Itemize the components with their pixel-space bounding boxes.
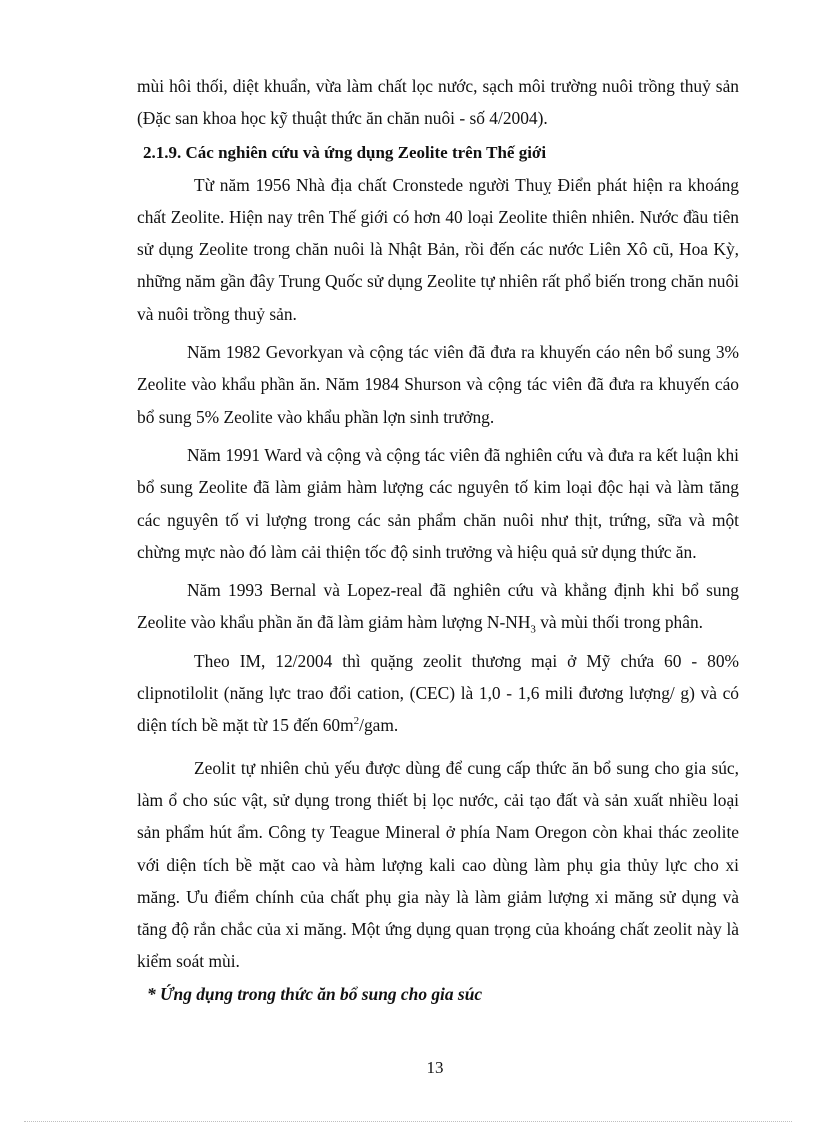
subscript-3: 3	[530, 623, 536, 636]
page-number: 13	[426, 1058, 444, 1077]
paragraph-natural-zeolite: Zeolit tự nhiên chủ yếu được dùng để cung cấp thức ăn bổ sung cho gia súc, làm ổ cho súc vật, sử dụng trong thiết bị lọc nước, cải tạo đất và sản xuất nhiều loại sản phẩm hút ẩm. Công ty Teague Mineral ở phía Nam Oregon còn khai thác zeolite với diện tích bề mặt cao và hàm lượng kali cao dùng làm phụ gia thủy lực cho xi măng. Ưu điểm chính của chất phụ gia này là làm giảm lượng xi măng sử dụng và tăng độ rắn chắc của xi măng. Một ứng dụng quan trọng của khoáng chất zeolit này là kiểm soát mùi.	[137, 757, 739, 972]
paragraph-history: Từ năm 1956 Nhà địa chất Cronstede người Thuỵ Điển phát hiện ra khoáng chất Zeolite. Hiện nay trên Thế giới có hơn 40 loại Zeolite thiên nhiên. Nước đầu tiên sử dụng Zeolite trong chăn nuôi là Nhật Bản, rồi đến các nước Liên Xô cũ, Hoa Kỳ, những năm gần đây Trung Quốc sử dụng Zeolite tự nhiên rất phổ biến trong chăn nuôi và nuôi trồng thuỷ sản.	[137, 174, 739, 324]
paragraph-1991: Năm 1991 Ward và cộng và cộng tác viên đã nghiên cứu và đưa ra kết luận khi bổ sung Zeolite đã làm giảm hàm lượng các nguyên tố kim loại độc hại và làm tăng các nguyên tố vi lượng trong các sản phẩm chăn nuôi như thịt, trứng, sữa và một chừng mực nào đó làm cải thiện tốc độ sinh trưởng và hiệu quả sử dụng thức ăn.	[137, 444, 739, 562]
superscript-2: 2	[353, 715, 360, 728]
paragraph-1993-text: Năm 1993 Bernal và Lopez-real đã nghiên cứu và khẳng định khi bổ sung Zeolite vào khẩu phần ăn đã làm giảm hàm lượng N-NH	[137, 580, 739, 633]
paragraph-1993-tail: và mùi thối trong phân.	[535, 612, 704, 633]
section-heading: 2.1.9. Các nghiên cứu và ứng dụng Zeolite trên Thế giới	[143, 142, 547, 162]
subsection-heading: * Ứng dụng trong thức ăn bổ sung cho gia súc	[147, 983, 483, 1004]
paragraph-im-tail: /gam.	[359, 715, 399, 736]
paragraph-1993	[137, 574, 739, 639]
paragraph-im-text: Theo IM, 12/2004 thì quặng zeolit thương mại ở Mỹ chứa 60 - 80% clipnotilolit (năng lực trao đổi cation, (CEC) là 1,0 - 1,6 mili đương lượng/ g) và có diện tích bề mặt từ 15 đến 60m	[137, 650, 739, 736]
paragraph-intro: mùi hôi thối, diệt khuẩn, vừa làm chất lọc nước, sạch môi trường nuôi trồng thuỷ sản (Đặc san khoa học kỹ thuật thức ăn chăn nuôi - số 4/2004).	[137, 76, 739, 129]
paragraph-im-2004	[137, 645, 739, 742]
paragraph-1982: Năm 1982 Gevorkyan và cộng tác viên đã đưa ra khuyến cáo nên bổ sung 3% Zeolite vào khẩu phần ăn. Năm 1984 Shurson và cộng tác viên đã đưa ra khuyến cáo bổ sung 5% Zeolite vào khẩu phần lợn sinh trưởng.	[137, 342, 739, 427]
document-body	[137, 70, 739, 1010]
footer-divider	[24, 1121, 792, 1122]
